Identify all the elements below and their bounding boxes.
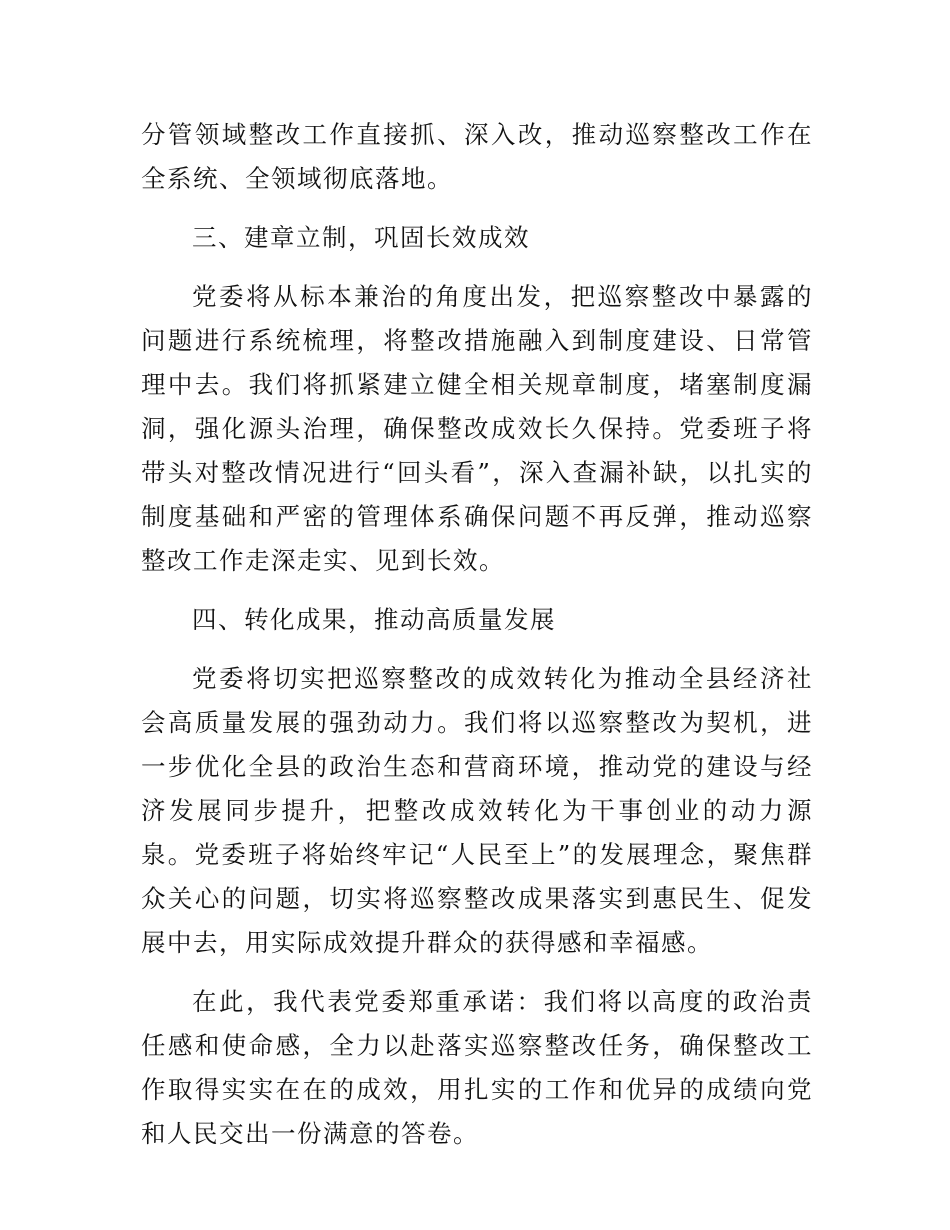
document-page: [141, 113, 813, 1156]
section-body-3: 党委将从标本兼治的角度出发，把巡察整改中暴露的问题进行系统梳理，将整改措施融入到制度建设、日常管理中去。我们将抓紧建立健全相关规章制度，堵塞制度漏洞，强化源头治理，确保整改成效长久保持。党委班子将带头对整改情况进行“回头看”，深入查漏补缺，以扎实的制度基础和严密的管理体系确保问题不再反弹，推动巡察整改工作走深走实、见到长效。: [141, 282, 813, 575]
section-heading-3: 三、建章立制，巩固长效成效: [192, 223, 530, 252]
continuation-paragraph: 分管领域整改工作直接抓、深入改，推动巡察整改工作在全系统、全领域彻底落地。: [141, 120, 813, 193]
closing-paragraph: 在此，我代表党委郑重承诺：我们将以高度的政治责任感和使命感，全力以赴落实巡察整改任务，确保整改工作取得实实在在的成效，用扎实的工作和优异的成绩向党和人民交出一份满意的答卷。: [141, 987, 813, 1148]
section-body-4: 党委将切实把巡察整改的成效转化为推动全县经济社会高质量发展的强劲动力。我们将以巡察整改为契机，进一步优化全县的政治生态和营商环境，推动党的建设与经济发展同步提升，把整改成效转化为干事创业的动力源泉。党委班子将始终牢记“人民至上”的发展理念，聚焦群众关心的问题，切实将巡察整改成果落实到惠民生、促发展中去，用实际成效提升群众的获得感和幸福感。: [141, 664, 813, 957]
section-heading-4: 四、转化成果，推动高质量发展: [192, 605, 556, 634]
